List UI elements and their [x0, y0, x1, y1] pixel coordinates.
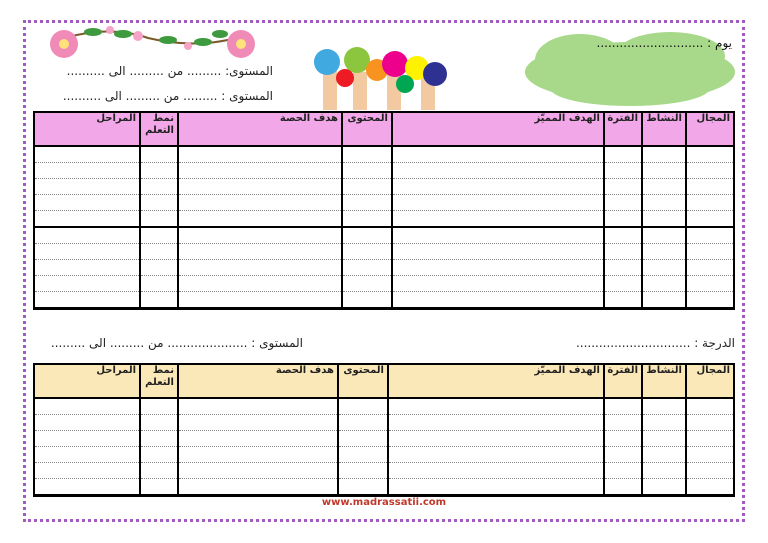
level-line-3: المستوى : ..................... من ......... الى ......... [50, 336, 303, 350]
col-header-domain: المجال [686, 364, 734, 398]
table-cell[interactable] [604, 179, 642, 195]
table-cell[interactable] [642, 431, 686, 447]
footer-url[interactable]: www.madrassatii.com [321, 497, 447, 508]
table-cell[interactable] [34, 292, 140, 309]
table-cell[interactable] [642, 244, 686, 260]
table-cell[interactable] [34, 398, 140, 415]
table-row [34, 431, 734, 447]
table-cell[interactable] [140, 415, 178, 431]
table-cell[interactable] [178, 463, 338, 479]
table-cell[interactable] [686, 260, 734, 276]
table-row [34, 276, 734, 292]
table-cell[interactable] [342, 227, 392, 244]
table-cell[interactable] [342, 260, 392, 276]
table-cell[interactable] [178, 195, 342, 211]
table-cell[interactable] [686, 415, 734, 431]
painted-hands-image [305, 38, 465, 110]
table-cell[interactable] [642, 292, 686, 309]
table-row [34, 211, 734, 228]
col-header-learning-mode: نمط التعلم [140, 112, 178, 146]
table-cell[interactable] [642, 195, 686, 211]
table-cell[interactable] [140, 398, 178, 415]
table-cell[interactable] [338, 398, 388, 415]
table-cell[interactable] [642, 260, 686, 276]
table-row [34, 463, 734, 479]
col-header-objective: الهدف المميّز [392, 112, 604, 146]
table-header-row [34, 364, 734, 398]
table-cell[interactable] [604, 431, 642, 447]
table-cell[interactable] [140, 179, 178, 195]
table-cell[interactable] [34, 447, 140, 463]
table-cell[interactable] [604, 292, 642, 309]
table-cell[interactable] [388, 398, 604, 415]
table-cell[interactable] [642, 447, 686, 463]
table-cell[interactable] [388, 479, 604, 496]
table-cell[interactable] [686, 244, 734, 260]
col-header-stages: المراحل [34, 364, 140, 398]
table-cell[interactable] [604, 479, 642, 496]
table-cell[interactable] [686, 146, 734, 163]
table-cell[interactable] [338, 415, 388, 431]
col-header-objective: الهدف المميّز [388, 364, 604, 398]
col-header-activity: النشاط [642, 364, 686, 398]
table-cell[interactable] [686, 447, 734, 463]
col-header-period: الفترة [604, 364, 642, 398]
table-cell[interactable] [342, 211, 392, 228]
table-cell[interactable] [604, 163, 642, 179]
table-cell[interactable] [34, 463, 140, 479]
table-cell[interactable] [642, 398, 686, 415]
table-cell[interactable] [604, 146, 642, 163]
level-line-2: المستوى : ......... من ......... الى .......... [62, 89, 273, 103]
table-row [34, 179, 734, 195]
day-field: يوم : ............................ [596, 36, 732, 50]
table-cell[interactable] [392, 260, 604, 276]
table-cell[interactable] [392, 276, 604, 292]
table-cell[interactable] [686, 179, 734, 195]
table-cell[interactable] [140, 292, 178, 309]
level-line-1: المستوى: ......... من ......... الى .......... [66, 64, 273, 78]
table-cell[interactable] [686, 463, 734, 479]
table-cell[interactable] [686, 398, 734, 415]
table-cell[interactable] [604, 415, 642, 431]
table-cell[interactable] [604, 244, 642, 260]
table-cell[interactable] [686, 479, 734, 496]
table-cell[interactable] [178, 244, 342, 260]
table-cell[interactable] [34, 260, 140, 276]
table-cell[interactable] [140, 447, 178, 463]
table-cell[interactable] [338, 447, 388, 463]
col-header-content: المحتوى [342, 112, 392, 146]
table-body [34, 146, 734, 309]
table-cell[interactable] [178, 163, 342, 179]
table-cell[interactable] [34, 146, 140, 163]
table-cell[interactable] [642, 146, 686, 163]
table-header-row [34, 112, 734, 146]
table-cell[interactable] [342, 146, 392, 163]
table-cell[interactable] [140, 163, 178, 179]
table-row [34, 195, 734, 211]
table-cell[interactable] [342, 292, 392, 309]
table-cell[interactable] [604, 227, 642, 244]
table-cell[interactable] [342, 179, 392, 195]
table-cell[interactable] [140, 260, 178, 276]
table-cell[interactable] [178, 276, 342, 292]
col-header-lesson-goal: هدف الحصة [178, 364, 338, 398]
table-cell[interactable] [34, 195, 140, 211]
col-header-activity: النشاط [642, 112, 686, 146]
table-cell[interactable] [686, 292, 734, 309]
table-cell[interactable] [642, 163, 686, 179]
table-cell[interactable] [342, 163, 392, 179]
table-cell[interactable] [34, 179, 140, 195]
table-cell[interactable] [686, 163, 734, 179]
table-cell[interactable] [388, 463, 604, 479]
table-cell[interactable] [34, 415, 140, 431]
table-cell[interactable] [178, 260, 342, 276]
table-cell[interactable] [604, 447, 642, 463]
plan-table-top [33, 111, 735, 310]
table-row [34, 479, 734, 496]
table-cell[interactable] [686, 227, 734, 244]
table-cell[interactable] [392, 179, 604, 195]
table-cell[interactable] [686, 211, 734, 228]
table-row [34, 163, 734, 179]
table-cell[interactable] [140, 431, 178, 447]
table-row [34, 244, 734, 260]
col-header-domain: المجال [686, 112, 734, 146]
table-body [34, 398, 734, 496]
table-row [34, 227, 734, 244]
table-cell[interactable] [34, 479, 140, 496]
table-cell[interactable] [686, 276, 734, 292]
table-cell[interactable] [140, 463, 178, 479]
table-cell[interactable] [140, 479, 178, 496]
table-cell[interactable] [392, 244, 604, 260]
table-cell[interactable] [178, 398, 338, 415]
table-cell[interactable] [342, 276, 392, 292]
table-cell[interactable] [642, 179, 686, 195]
col-header-lesson-goal: هدف الحصة [178, 112, 342, 146]
table-cell[interactable] [686, 431, 734, 447]
table-cell[interactable] [642, 415, 686, 431]
col-header-learning-mode: نمط التعلم [140, 364, 178, 398]
table-cell[interactable] [392, 292, 604, 309]
table-cell[interactable] [140, 227, 178, 244]
table-cell[interactable] [642, 211, 686, 228]
table-cell[interactable] [34, 431, 140, 447]
table-cell[interactable] [392, 195, 604, 211]
table-cell[interactable] [34, 244, 140, 260]
table-cell[interactable] [178, 211, 342, 228]
col-header-period: الفترة [604, 112, 642, 146]
table-cell[interactable] [604, 195, 642, 211]
table-cell[interactable] [338, 463, 388, 479]
table-cell[interactable] [604, 276, 642, 292]
table-cell[interactable] [388, 415, 604, 431]
degree-field: الدرجة : .............................. [575, 336, 735, 350]
table-cell[interactable] [140, 146, 178, 163]
table-row [34, 415, 734, 431]
table-cell[interactable] [604, 211, 642, 228]
table-cell[interactable] [342, 244, 392, 260]
table-cell[interactable] [392, 146, 604, 163]
table-cell[interactable] [604, 260, 642, 276]
table-cell[interactable] [178, 431, 338, 447]
table-cell[interactable] [338, 479, 388, 496]
table-row [34, 398, 734, 415]
table-cell[interactable] [388, 447, 604, 463]
table-cell[interactable] [140, 276, 178, 292]
table-cell[interactable] [178, 479, 338, 496]
table-cell[interactable] [642, 479, 686, 496]
table-cell[interactable] [34, 276, 140, 292]
flower-garland-decoration [38, 22, 266, 64]
table-cell[interactable] [178, 227, 342, 244]
table-row [34, 292, 734, 309]
table-cell[interactable] [642, 463, 686, 479]
table-cell[interactable] [392, 227, 604, 244]
table-cell[interactable] [338, 431, 388, 447]
table-cell[interactable] [140, 211, 178, 228]
table-cell[interactable] [140, 195, 178, 211]
table-row [34, 146, 734, 163]
table-cell[interactable] [178, 146, 342, 163]
table-cell[interactable] [178, 292, 342, 309]
table-cell[interactable] [604, 398, 642, 415]
table-cell[interactable] [686, 195, 734, 211]
table-cell[interactable] [392, 163, 604, 179]
table-cell[interactable] [34, 163, 140, 179]
table-cell[interactable] [178, 415, 338, 431]
table-cell[interactable] [642, 276, 686, 292]
plan-table-bottom [33, 363, 735, 497]
table-cell[interactable] [34, 211, 140, 228]
table-cell[interactable] [604, 463, 642, 479]
col-header-content: المحتوى [338, 364, 388, 398]
table-cell[interactable] [34, 227, 140, 244]
table-cell[interactable] [178, 179, 342, 195]
table-cell[interactable] [342, 195, 392, 211]
table-row [34, 447, 734, 463]
col-header-stages: المراحل [34, 112, 140, 146]
table-row [34, 260, 734, 276]
table-cell[interactable] [392, 211, 604, 228]
table-cell[interactable] [642, 227, 686, 244]
table-cell[interactable] [178, 447, 338, 463]
table-cell[interactable] [388, 431, 604, 447]
table-cell[interactable] [140, 244, 178, 260]
